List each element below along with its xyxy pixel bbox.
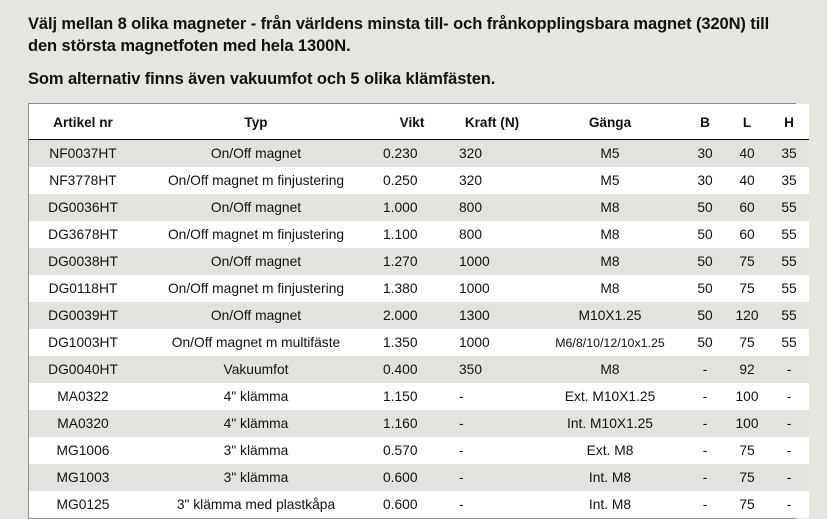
- cell-h: -: [769, 410, 809, 437]
- column-header-h: H: [769, 104, 809, 140]
- column-header-b: B: [685, 104, 725, 140]
- cell-article: MA0322: [29, 383, 137, 410]
- cell-h: 55: [769, 221, 809, 248]
- cell-weight: 0.230: [375, 140, 449, 168]
- cell-l: 92: [725, 356, 769, 383]
- cell-h: 55: [769, 329, 809, 356]
- cell-h: -: [769, 437, 809, 464]
- column-header-force: Kraft (N): [449, 104, 535, 140]
- intro-paragraph: [28, 14, 799, 90]
- cell-article: MG1006: [29, 437, 137, 464]
- cell-thread: M8: [535, 194, 685, 221]
- cell-h: 55: [769, 248, 809, 275]
- column-header-type: Typ: [137, 104, 375, 140]
- cell-thread: M6/8/10/12/10x1.25: [535, 329, 685, 356]
- cell-l: 75: [725, 248, 769, 275]
- cell-article: DG1003HT: [29, 329, 137, 356]
- cell-l: 100: [725, 383, 769, 410]
- cell-article: DG0118HT: [29, 275, 137, 302]
- cell-weight: 0.400: [375, 356, 449, 383]
- cell-b: 50: [685, 329, 725, 356]
- cell-article: MA0320: [29, 410, 137, 437]
- cell-thread: M10X1.25: [535, 302, 685, 329]
- cell-h: 55: [769, 275, 809, 302]
- table-row: [29, 356, 809, 383]
- table-header-row: [29, 104, 809, 140]
- cell-force: -: [449, 410, 535, 437]
- cell-type: On/Off magnet: [137, 194, 375, 221]
- cell-type: On/Off magnet m finjustering: [137, 221, 375, 248]
- column-header-thread: Gänga: [535, 104, 685, 140]
- cell-l: 75: [725, 491, 769, 518]
- table-row: [29, 194, 809, 221]
- cell-thread: M8: [535, 221, 685, 248]
- cell-type: On/Off magnet: [137, 248, 375, 275]
- cell-thread: Int. M8: [535, 464, 685, 491]
- cell-h: -: [769, 356, 809, 383]
- cell-weight: 1.380: [375, 275, 449, 302]
- cell-l: 40: [725, 167, 769, 194]
- cell-l: 60: [725, 221, 769, 248]
- table-row: [29, 329, 809, 356]
- cell-article: MG0125: [29, 491, 137, 518]
- cell-thread: Int. M10X1.25: [535, 410, 685, 437]
- cell-type: 4" klämma: [137, 383, 375, 410]
- table-header: [29, 104, 809, 140]
- cell-l: 75: [725, 464, 769, 491]
- cell-b: 50: [685, 275, 725, 302]
- cell-force: 1300: [449, 302, 535, 329]
- cell-type: On/Off magnet: [137, 302, 375, 329]
- cell-b: 30: [685, 140, 725, 168]
- cell-weight: 1.000: [375, 194, 449, 221]
- cell-b: 50: [685, 302, 725, 329]
- cell-article: NF0037HT: [29, 140, 137, 168]
- column-header-weight: Vikt: [375, 104, 449, 140]
- cell-l: 60: [725, 194, 769, 221]
- cell-b: -: [685, 437, 725, 464]
- cell-type: Vakuumfot: [137, 356, 375, 383]
- cell-force: -: [449, 491, 535, 518]
- cell-h: 35: [769, 167, 809, 194]
- cell-weight: 0.600: [375, 491, 449, 518]
- cell-type: On/Off magnet m finjustering: [137, 275, 375, 302]
- cell-b: -: [685, 383, 725, 410]
- cell-thread: Ext. M10X1.25: [535, 383, 685, 410]
- cell-force: 320: [449, 167, 535, 194]
- cell-force: -: [449, 437, 535, 464]
- cell-b: -: [685, 491, 725, 518]
- cell-type: 3" klämma: [137, 437, 375, 464]
- intro-line-2: Som alternativ finns även vakuumfot och 5 olika klämfästen.: [28, 69, 496, 88]
- cell-thread: Int. M8: [535, 491, 685, 518]
- cell-b: 50: [685, 194, 725, 221]
- table-row: [29, 248, 809, 275]
- cell-thread: M8: [535, 248, 685, 275]
- product-table-container: [28, 103, 796, 519]
- cell-article: DG0040HT: [29, 356, 137, 383]
- table-row: [29, 275, 809, 302]
- intro-line-1: Välj mellan 8 olika magneter - från världens minsta till- och frånkopplingsbara magnet (320N) till den största magnetfoten med hela 1300N.: [28, 15, 770, 55]
- cell-weight: 1.350: [375, 329, 449, 356]
- cell-b: -: [685, 464, 725, 491]
- cell-l: 75: [725, 329, 769, 356]
- cell-thread: M5: [535, 167, 685, 194]
- cell-article: DG0039HT: [29, 302, 137, 329]
- cell-weight: 1.160: [375, 410, 449, 437]
- table-row: [29, 464, 809, 491]
- cell-weight: 1.270: [375, 248, 449, 275]
- cell-thread: M8: [535, 356, 685, 383]
- cell-article: DG0038HT: [29, 248, 137, 275]
- cell-weight: 0.250: [375, 167, 449, 194]
- cell-force: 320: [449, 140, 535, 168]
- column-header-l: L: [725, 104, 769, 140]
- cell-force: 1000: [449, 275, 535, 302]
- cell-force: 800: [449, 221, 535, 248]
- cell-type: 4" klämma: [137, 410, 375, 437]
- cell-weight: 1.150: [375, 383, 449, 410]
- cell-l: 40: [725, 140, 769, 168]
- cell-article: MG1003: [29, 464, 137, 491]
- cell-type: 3" klämma: [137, 464, 375, 491]
- cell-force: 800: [449, 194, 535, 221]
- table-row: [29, 437, 809, 464]
- cell-l: 120: [725, 302, 769, 329]
- cell-weight: 0.600: [375, 464, 449, 491]
- product-table: [29, 104, 809, 518]
- cell-b: -: [685, 356, 725, 383]
- cell-h: -: [769, 464, 809, 491]
- cell-force: -: [449, 383, 535, 410]
- table-row: [29, 167, 809, 194]
- cell-thread: M8: [535, 275, 685, 302]
- cell-force: 350: [449, 356, 535, 383]
- cell-thread: Ext. M8: [535, 437, 685, 464]
- cell-article: DG0036HT: [29, 194, 137, 221]
- cell-b: -: [685, 410, 725, 437]
- cell-h: 55: [769, 194, 809, 221]
- cell-article: NF3778HT: [29, 167, 137, 194]
- cell-force: -: [449, 464, 535, 491]
- cell-type: 3" klämma med plastkåpa: [137, 491, 375, 518]
- cell-weight: 1.100: [375, 221, 449, 248]
- cell-b: 50: [685, 248, 725, 275]
- cell-l: 75: [725, 437, 769, 464]
- table-body: [29, 140, 809, 519]
- cell-h: -: [769, 383, 809, 410]
- cell-thread: M5: [535, 140, 685, 168]
- table-row: [29, 410, 809, 437]
- table-row: [29, 491, 809, 518]
- cell-h: 55: [769, 302, 809, 329]
- cell-weight: 2.000: [375, 302, 449, 329]
- cell-h: 35: [769, 140, 809, 168]
- table-row: [29, 383, 809, 410]
- cell-weight: 0.570: [375, 437, 449, 464]
- column-header-article: Artikel nr: [29, 104, 137, 140]
- table-row: [29, 302, 809, 329]
- cell-force: 1000: [449, 329, 535, 356]
- cell-l: 75: [725, 275, 769, 302]
- cell-article: DG3678HT: [29, 221, 137, 248]
- cell-b: 30: [685, 167, 725, 194]
- cell-h: -: [769, 491, 809, 518]
- cell-b: 50: [685, 221, 725, 248]
- cell-force: 1000: [449, 248, 535, 275]
- table-row: [29, 221, 809, 248]
- cell-type: On/Off magnet: [137, 140, 375, 168]
- cell-type: On/Off magnet m finjustering: [137, 167, 375, 194]
- cell-l: 100: [725, 410, 769, 437]
- cell-type: On/Off magnet m multifäste: [137, 329, 375, 356]
- table-row: [29, 140, 809, 168]
